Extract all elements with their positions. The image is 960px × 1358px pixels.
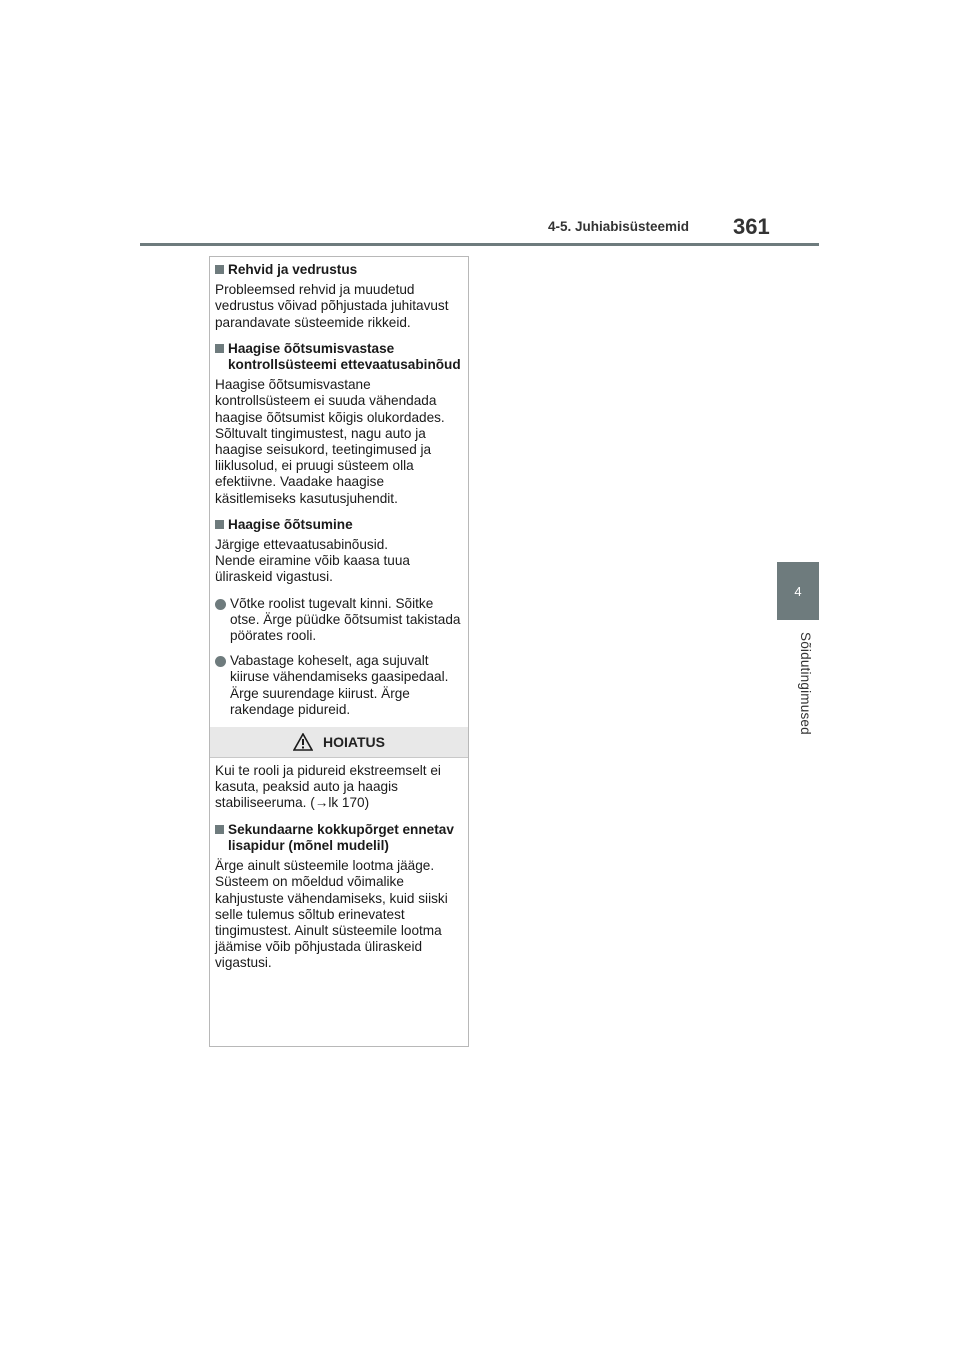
paragraph: Ärge ainult süsteemile lootma jääge. Süsteem on mõeldud võimalike kahjustuste vähendamiseks, kuid siiski selle tulemus sõltub erinevatest tingimustest. Ainult süsteemile lootma jäämise võib põhjustada üliraskeid vigastusi. bbox=[215, 858, 448, 971]
heading-text: Haagise õõtsumisvastase kontrollsüsteemi ettevaatusabinõud bbox=[228, 340, 461, 373]
square-bullet-icon bbox=[215, 344, 224, 353]
heading-text: Haagise õõtsumine bbox=[228, 516, 353, 532]
list-item bbox=[215, 653, 464, 718]
heading-text: Sekundaarne kokkupõrget ennetav lisapidur (mõnel mudelil) bbox=[228, 821, 454, 853]
warning-header bbox=[210, 727, 468, 758]
list-item bbox=[215, 596, 464, 645]
paragraph-line: Nende eiramine võib kaasa tuua üliraskeid vigastusi. bbox=[215, 553, 410, 585]
list-item-line: Vabastage koheselt, aga sujuvalt kiiruse vähendamiseks gaasipedaal. bbox=[230, 653, 449, 685]
warning-triangle-icon bbox=[293, 733, 313, 751]
chapter-number: 4 bbox=[794, 583, 802, 599]
warning-label: HOIATUS bbox=[323, 733, 385, 750]
paragraph: Probleemsed rehvid ja muudetud vedrustus võivad põhjustada juhitavust parandavate süsteemide rikkeid. bbox=[215, 282, 449, 330]
section-heading bbox=[215, 822, 464, 854]
square-bullet-icon bbox=[215, 520, 224, 529]
paragraph: Haagise õõtsumisvastane kontrollsüsteem ei suuda vähendada haagise õõtsumist kõigis olukordades. Sõltuvalt tingimustest, nagu auto ja haagise seisukord, teetingimused ja liiklusolud, ei pruugi süsteem olla efektiivne. Vaadake haagise käsitlemiseks kasutusjuhendit. bbox=[215, 377, 445, 506]
list-item-text bbox=[230, 653, 464, 718]
section-heading bbox=[215, 341, 464, 373]
paragraph-line: Järgige ettevaatusabinõusid. bbox=[215, 537, 389, 553]
section-title: 4-5. Juhiabisüsteemid bbox=[548, 219, 690, 234]
header-rule bbox=[140, 243, 819, 246]
heading-text: Rehvid ja vedrustus bbox=[228, 262, 358, 277]
list-item-line: Ärge suurendage kiirust. Ärge rakendage pidureid. bbox=[230, 685, 410, 717]
circle-bullet-icon bbox=[215, 599, 226, 610]
paragraph bbox=[215, 537, 464, 586]
square-bullet-icon bbox=[215, 265, 224, 274]
square-bullet-icon bbox=[215, 825, 224, 834]
circle-bullet-icon bbox=[215, 656, 226, 667]
content-box bbox=[209, 256, 469, 1047]
section-heading bbox=[215, 517, 464, 533]
chapter-label: Sõidutingimused bbox=[798, 632, 813, 735]
chapter-tab bbox=[777, 562, 819, 620]
page-number: 361 bbox=[733, 214, 770, 239]
list-item-text: Võtke roolist tugevalt kinni. Sõitke otse. Ärge püüdke õõtsumist takistada pöörates rooli. bbox=[230, 595, 461, 644]
paragraph: Kui te rooli ja pidureid ekstreemselt ei kasuta, peaksid auto ja haagis stabiliseeruma. (→lk 170) bbox=[215, 763, 441, 811]
section-heading bbox=[215, 262, 464, 278]
